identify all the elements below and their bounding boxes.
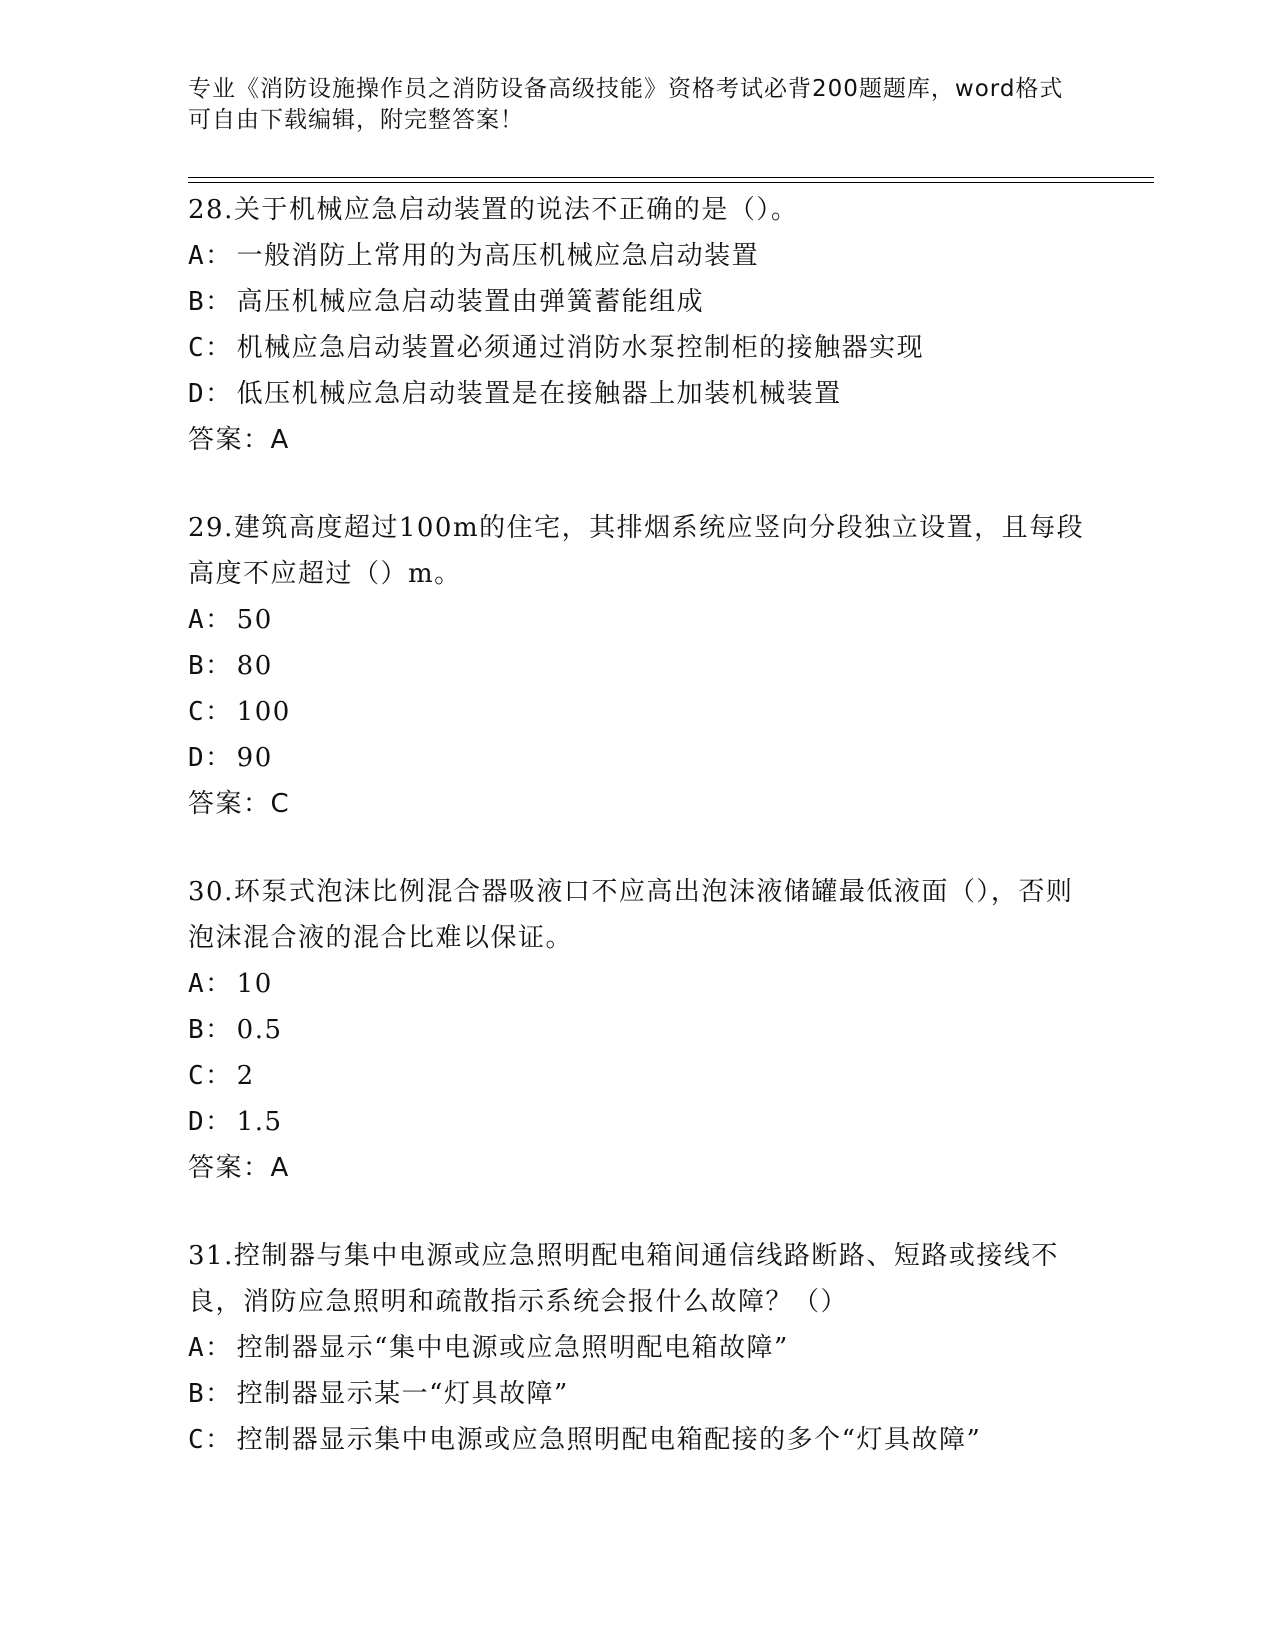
header-divider-bottom — [188, 182, 1154, 183]
option-text: 控制器显示某一“灯具故障” — [236, 1379, 569, 1409]
option-a — [188, 1325, 1088, 1371]
option-key: A： — [188, 605, 233, 635]
option-key: D： — [188, 379, 233, 409]
option-a — [188, 597, 1088, 643]
option-key: B： — [188, 651, 233, 681]
option-b — [188, 279, 1088, 325]
option-text: 2 — [236, 1061, 255, 1091]
option-text: 0.5 — [236, 1015, 283, 1045]
option-key: A： — [188, 969, 233, 999]
header-title: 专业《消防设施操作员之消防设备高级技能》资格考试必背200题题库，word格式可自由下载编辑，附完整答案！ — [188, 76, 1064, 133]
option-text: 一般消防上常用的为高压机械应急启动装置 — [236, 241, 760, 271]
option-text: 控制器显示“集中电源或应急照明配电箱故障” — [236, 1333, 789, 1363]
option-key: A： — [188, 1333, 233, 1363]
option-d — [188, 735, 1088, 781]
answer-line: 答案：A — [188, 1153, 290, 1183]
option-text: 90 — [236, 743, 273, 773]
option-b — [188, 1007, 1088, 1053]
header-divider-top — [188, 177, 1154, 178]
option-text: 50 — [236, 605, 273, 635]
option-d — [188, 1099, 1088, 1145]
question-list — [188, 187, 1088, 1505]
question-stem: 29.建筑高度超过100m的住宅，其排烟系统应竖向分段独立设置，且每段高度不应超过（）m。 — [188, 513, 1085, 589]
option-c — [188, 1417, 1088, 1463]
option-text: 高压机械应急启动装置由弹簧蓄能组成 — [236, 287, 705, 317]
answer-line: 答案：C — [188, 789, 291, 819]
question-30 — [188, 869, 1088, 1191]
option-key: C： — [188, 697, 233, 727]
question-29 — [188, 505, 1088, 827]
question-31 — [188, 1233, 1088, 1463]
option-text: 10 — [236, 969, 273, 999]
question-stem: 28.关于机械应急启动装置的说法不正确的是（）。 — [188, 195, 799, 225]
option-key: C： — [188, 1061, 233, 1091]
answer-line: 答案：A — [188, 425, 290, 455]
question-28 — [188, 187, 1088, 463]
option-c — [188, 1053, 1088, 1099]
option-c — [188, 325, 1088, 371]
option-key: B： — [188, 1379, 233, 1409]
option-c — [188, 689, 1088, 735]
option-key: B： — [188, 287, 233, 317]
option-key: C： — [188, 333, 233, 363]
option-a — [188, 961, 1088, 1007]
option-b — [188, 643, 1088, 689]
option-text: 低压机械应急启动装置是在接触器上加装机械装置 — [236, 379, 842, 409]
option-key: D： — [188, 1107, 233, 1137]
question-stem: 30.环泵式泡沫比例混合器吸液口不应高出泡沫液储罐最低液面（），否则泡沫混合液的混合比难以保证。 — [188, 877, 1074, 953]
option-key: A： — [188, 241, 233, 271]
option-key: D： — [188, 743, 233, 773]
page-header — [188, 74, 1068, 136]
option-key: C： — [188, 1425, 233, 1455]
option-a — [188, 233, 1088, 279]
option-key: B： — [188, 1015, 233, 1045]
option-text: 机械应急启动装置必须通过消防水泵控制柜的接触器实现 — [236, 333, 925, 363]
option-d — [188, 371, 1088, 417]
option-text: 1.5 — [236, 1107, 283, 1137]
option-text: 控制器显示集中电源或应急照明配电箱配接的多个“灯具故障” — [236, 1425, 982, 1455]
option-text: 80 — [236, 651, 273, 681]
option-text: 100 — [236, 697, 291, 727]
option-b — [188, 1371, 1088, 1417]
question-stem: 31.控制器与集中电源或应急照明配电箱间通信线路断路、短路或接线不良，消防应急照明和疏散指示系统会报什么故障？（） — [188, 1241, 1059, 1317]
